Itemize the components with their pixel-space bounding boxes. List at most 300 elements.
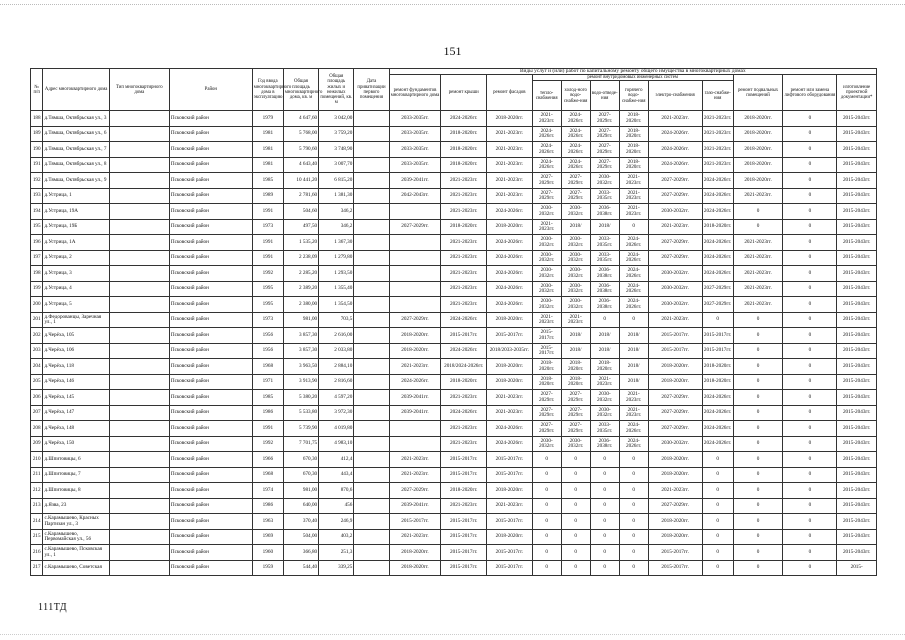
row-number: 214	[31, 514, 43, 530]
row-address: д.Устрица, 19Б	[43, 219, 109, 235]
repair-schedule-table	[30, 68, 877, 576]
row-facade: 2018-2020гг.	[487, 219, 533, 235]
row-facade: 2024-2026гг.	[487, 235, 533, 251]
row-priv-date	[354, 498, 389, 514]
row-elevator: 0	[783, 374, 837, 390]
row-facade: 2024-2026гг.	[487, 281, 533, 297]
row-total-area: 5 768,00	[283, 126, 318, 142]
row-res-area: 3 972,30	[319, 405, 354, 421]
row-hot: 2021-2023гг.	[619, 390, 648, 406]
row-foundation: 2027-2029гг.	[389, 219, 441, 235]
row-res-area: 870,6	[319, 483, 354, 499]
table-row	[31, 483, 877, 499]
row-address: д.Черёха, 145	[43, 390, 109, 406]
row-basement: 0	[733, 436, 783, 452]
row-heat: 2027-2029гг.	[532, 421, 561, 437]
row-basement: 2021-2023гг.	[733, 250, 783, 266]
row-electric: 2018-2020гг.	[648, 359, 702, 375]
row-total-area: 504,00	[283, 529, 318, 545]
row-district: Псковский район	[169, 467, 252, 483]
row-hot: 2018/	[619, 374, 648, 390]
row-elevator: 0	[783, 328, 837, 344]
row-design: 2015-2043гг.	[837, 235, 877, 251]
row-hot: 0	[619, 219, 648, 235]
header-gas: газо-снабже-ния	[702, 81, 733, 111]
row-design: 2015-2043гг.	[837, 452, 877, 468]
row-year: 1963	[252, 514, 283, 530]
row-basement: 0	[733, 498, 783, 514]
row-heat: 2015-2017гг.	[532, 328, 561, 344]
row-priv-date	[354, 173, 389, 189]
row-total-area: 670,30	[283, 452, 318, 468]
row-number: 191	[31, 157, 43, 173]
row-facade: 2021-2023гг.	[487, 126, 533, 142]
row-priv-date	[354, 359, 389, 375]
row-number: 209	[31, 436, 43, 452]
row-priv-date	[354, 452, 389, 468]
row-electric: 2021-2023гг.	[648, 483, 702, 499]
row-design: 2015-2043гг.	[837, 126, 877, 142]
row-elevator: 0	[783, 142, 837, 158]
row-elevator: 0	[783, 312, 837, 328]
row-elevator: 0	[783, 281, 837, 297]
row-foundation: 2033-2035гг.	[389, 111, 441, 127]
row-priv-date	[354, 266, 389, 282]
row-res-area: 1 367,30	[319, 235, 354, 251]
row-address: д.Черёха, 106	[43, 343, 109, 359]
row-address: с.Карамышево, Красных Партизан ул., 3	[43, 514, 109, 530]
row-number: 215	[31, 529, 43, 545]
row-district: Псковский район	[169, 343, 252, 359]
row-heat: 0	[532, 514, 561, 530]
row-cold: 2030-2032гг.	[561, 281, 590, 297]
row-facade: 2021-2023гг.	[487, 498, 533, 514]
row-res-area: 4 019,80	[319, 421, 354, 437]
row-year: 1968	[252, 467, 283, 483]
row-res-area: 2 884,10	[319, 359, 354, 375]
row-district: Псковский район	[169, 219, 252, 235]
row-basement: 0	[733, 529, 783, 545]
table-row	[31, 514, 877, 530]
row-total-area: 2 380,00	[283, 297, 318, 313]
row-total-area: 3 963,50	[283, 359, 318, 375]
row-foundation: 2039-2041гг.	[389, 173, 441, 189]
row-electric: 2018-2020гг.	[648, 467, 702, 483]
row-number: 213	[31, 498, 43, 514]
row-year: 1973	[252, 312, 283, 328]
table-row	[31, 126, 877, 142]
row-heat: 2015-2017гг.	[532, 343, 561, 359]
row-sewer: 0	[590, 545, 619, 561]
table-container	[30, 68, 877, 576]
row-total-area: 3 857,30	[283, 343, 318, 359]
row-design: 2015-2043гг.	[837, 343, 877, 359]
row-priv-date	[354, 250, 389, 266]
row-district: Псковский район	[169, 126, 252, 142]
row-district: Псковский район	[169, 157, 252, 173]
row-district: Псковский район	[169, 514, 252, 530]
row-sewer: 2033-2035гг.	[590, 235, 619, 251]
row-sewer: 2018/	[590, 219, 619, 235]
row-roof: 2021-2023гг.	[441, 235, 487, 251]
row-basement: 0	[733, 359, 783, 375]
row-basement: 0	[733, 219, 783, 235]
row-total-area: 7 701,75	[283, 436, 318, 452]
row-gas: 2027-2029гг.	[702, 281, 733, 297]
row-cold: 2018-2020гг.	[561, 359, 590, 375]
row-roof: 2018-2020гг.	[441, 126, 487, 142]
row-elevator: 0	[783, 188, 837, 204]
row-design: 2015-2043гг.	[837, 374, 877, 390]
row-foundation: 2039-2041гг.	[389, 405, 441, 421]
row-address: д.Черёха, 148	[43, 421, 109, 437]
row-hot: 2024-2026гг.	[619, 235, 648, 251]
row-electric: 2030-2032гг.	[648, 436, 702, 452]
row-facade: 2015-2017гг.	[487, 328, 533, 344]
row-facade: 2015-2017гг.	[487, 545, 533, 561]
header-district: Район	[169, 69, 252, 111]
row-basement: 0	[733, 514, 783, 530]
row-hot: 2021-2023гг.	[619, 173, 648, 189]
row-cold: 2030-2032гг.	[561, 250, 590, 266]
row-type	[109, 498, 169, 514]
row-priv-date	[354, 111, 389, 127]
row-type	[109, 436, 169, 452]
row-number: 204	[31, 359, 43, 375]
row-total-area: 2 781,60	[283, 188, 318, 204]
row-type	[109, 560, 169, 576]
row-type	[109, 390, 169, 406]
row-type	[109, 157, 169, 173]
row-electric: 2021-2023гг.	[648, 111, 702, 127]
row-roof: 2015-2017гг.	[441, 545, 487, 561]
row-electric: 2015-2017гг.	[648, 560, 702, 576]
row-district: Псковский район	[169, 173, 252, 189]
header-type: Тип многоквартирного дома	[109, 69, 169, 111]
row-type	[109, 312, 169, 328]
row-elevator: 0	[783, 560, 837, 576]
header-hot: горячего водо-снабже-ния	[619, 81, 648, 111]
row-electric: 2024-2026гг.	[648, 142, 702, 158]
row-gas: 2027-2029гг.	[702, 297, 733, 313]
row-gas: 2018-2020гг.	[702, 359, 733, 375]
row-foundation: 2027-2029гг.	[389, 312, 441, 328]
row-design: 2015-2043гг.	[837, 111, 877, 127]
row-type	[109, 126, 169, 142]
row-foundation: 2042-2043гг.	[389, 188, 441, 204]
row-year: 1986	[252, 498, 283, 514]
row-facade: 2018-2020гг.	[487, 374, 533, 390]
row-electric: 2027-2029гг.	[648, 173, 702, 189]
row-facade: 2018-2020гг.	[487, 111, 533, 127]
row-number: 212	[31, 483, 43, 499]
table-row	[31, 343, 877, 359]
row-foundation	[389, 204, 441, 220]
row-roof: 2015-2017гг.	[441, 328, 487, 344]
row-gas: 2021-2023гг.	[702, 157, 733, 173]
row-total-area: 1 535,20	[283, 235, 318, 251]
row-district: Псковский район	[169, 421, 252, 437]
row-electric: 2021-2023гг.	[648, 312, 702, 328]
row-roof: 2021-2023гг.	[441, 390, 487, 406]
row-year: 1985	[252, 173, 283, 189]
row-number: 217	[31, 560, 43, 576]
row-sewer: 2033-2035гг.	[590, 250, 619, 266]
row-heat: 2027-2029гг.	[532, 173, 561, 189]
row-facade: 2015-2017гг.	[487, 514, 533, 530]
row-cold: 2030-2032гг.	[561, 436, 590, 452]
page-number: 151	[443, 44, 462, 58]
row-roof: 2015-2017гг.	[441, 514, 487, 530]
row-priv-date	[354, 235, 389, 251]
row-res-area: 1 279,80	[319, 250, 354, 266]
row-number: 210	[31, 452, 43, 468]
row-priv-date	[354, 405, 389, 421]
row-district: Псковский район	[169, 405, 252, 421]
row-res-area: 2 616,00	[319, 328, 354, 344]
row-cold: 2030-2032гг.	[561, 297, 590, 313]
row-heat: 0	[532, 529, 561, 545]
row-number: 190	[31, 142, 43, 158]
row-heat: 0	[532, 498, 561, 514]
row-elevator: 0	[783, 250, 837, 266]
row-roof: 2021-2023гг.	[441, 498, 487, 514]
row-number: 193	[31, 188, 43, 204]
row-sewer: 2018/	[590, 343, 619, 359]
row-elevator: 0	[783, 157, 837, 173]
row-address: д.Язва, 23	[43, 498, 109, 514]
row-design: 2015-2043гг.	[837, 483, 877, 499]
row-hot: 2024-2026гг.	[619, 421, 648, 437]
row-res-area: 2 816,60	[319, 374, 354, 390]
row-priv-date	[354, 436, 389, 452]
row-design: 2015-2043гг.	[837, 157, 877, 173]
row-electric: 2027-2029гг.	[648, 421, 702, 437]
row-number: 194	[31, 204, 43, 220]
row-elevator: 0	[783, 204, 837, 220]
row-res-area: 3 748,90	[319, 142, 354, 158]
row-total-area: 2 389,20	[283, 281, 318, 297]
row-gas: 2024-2026гг.	[702, 266, 733, 282]
scan-edge-bottom	[0, 634, 905, 636]
header-design: изготовление проектной документации*	[837, 75, 877, 111]
row-res-area: 4 597,20	[319, 390, 354, 406]
row-electric: 2018-2020гг.	[648, 374, 702, 390]
row-elevator: 0	[783, 111, 837, 127]
row-sewer: 2018-2020гг.	[590, 359, 619, 375]
row-cold: 2027-2029гг.	[561, 390, 590, 406]
row-address: д.Устрица, 3	[43, 266, 109, 282]
row-hot: 2024-2026гг.	[619, 436, 648, 452]
row-electric: 2024-2026гг.	[648, 126, 702, 142]
row-district: Псковский район	[169, 328, 252, 344]
row-roof: 2021-2023гг.	[441, 281, 487, 297]
row-basement: 0	[733, 452, 783, 468]
row-gas: 0	[702, 545, 733, 561]
row-elevator: 0	[783, 359, 837, 375]
row-heat: 2027-2029гг.	[532, 188, 561, 204]
row-cold: 0	[561, 498, 590, 514]
row-address: д.Устрица, 2	[43, 250, 109, 266]
row-cold: 2027-2029гг.	[561, 188, 590, 204]
row-hot: 0	[619, 467, 648, 483]
row-year: 1986	[252, 405, 283, 421]
row-number: 207	[31, 405, 43, 421]
row-type	[109, 281, 169, 297]
row-hot: 0	[619, 545, 648, 561]
row-gas: 2015-2017гг.	[702, 328, 733, 344]
row-year: 1956	[252, 343, 283, 359]
row-res-area: 4 983,10	[319, 436, 354, 452]
row-design: 2015-2043гг.	[837, 312, 877, 328]
row-foundation: 2027-2029гг.	[389, 483, 441, 499]
row-number: 205	[31, 374, 43, 390]
row-year: 1966	[252, 452, 283, 468]
row-roof: 2021-2023гг.	[441, 188, 487, 204]
row-year: 1960	[252, 545, 283, 561]
row-sewer: 0	[590, 514, 619, 530]
table-row	[31, 328, 877, 344]
row-type	[109, 467, 169, 483]
row-facade: 2024-2026гг.	[487, 266, 533, 282]
row-cold: 2024-2026гг.	[561, 111, 590, 127]
row-basement: 0	[733, 467, 783, 483]
row-gas: 2018-2020гг.	[702, 374, 733, 390]
row-address: д.Черёха, 147	[43, 405, 109, 421]
row-facade: 2021-2023гг.	[487, 188, 533, 204]
row-roof: 2024-2026гг.	[441, 343, 487, 359]
row-number: 206	[31, 390, 43, 406]
row-elevator: 0	[783, 421, 837, 437]
row-facade: 2018-2020гг.	[487, 312, 533, 328]
row-year: 1981	[252, 126, 283, 142]
row-priv-date	[354, 467, 389, 483]
row-cold: 2024-2026гг.	[561, 126, 590, 142]
row-sewer: 0	[590, 467, 619, 483]
row-type	[109, 452, 169, 468]
row-facade: 2018-2020гг.	[487, 483, 533, 499]
row-hot: 2018/	[619, 328, 648, 344]
row-cold: 2027-2029гг.	[561, 405, 590, 421]
header-total-area: Общая площадь многоквартирного дома, кв. м	[283, 69, 318, 111]
row-cold: 2030-2032гг.	[561, 204, 590, 220]
row-type	[109, 111, 169, 127]
row-total-area: 3 913,90	[283, 374, 318, 390]
row-sewer: 2027-2029гг.	[590, 126, 619, 142]
row-res-area: 1 293,50	[319, 266, 354, 282]
row-sewer: 0	[590, 529, 619, 545]
row-year: 1973	[252, 219, 283, 235]
row-hot: 0	[619, 514, 648, 530]
row-cold: 2030-2032гг.	[561, 266, 590, 282]
row-cold: 0	[561, 545, 590, 561]
row-cold: 0	[561, 560, 590, 576]
row-address: с.Карамышево, Псковская ул., 1	[43, 545, 109, 561]
row-design: 2015-2043гг.	[837, 297, 877, 313]
table-row	[31, 467, 877, 483]
row-basement: 0	[733, 390, 783, 406]
row-facade: 2024-2026гг.	[487, 421, 533, 437]
row-district: Псковский район	[169, 250, 252, 266]
row-address: д.Черёха, 146	[43, 374, 109, 390]
row-heat: 2030-2032гг.	[532, 297, 561, 313]
row-type	[109, 359, 169, 375]
table-row	[31, 436, 877, 452]
row-foundation	[389, 235, 441, 251]
table-row	[31, 498, 877, 514]
row-address: д.Устрица, 4	[43, 281, 109, 297]
row-basement: 2021-2023гг.	[733, 297, 783, 313]
row-priv-date	[354, 297, 389, 313]
row-elevator: 0	[783, 514, 837, 530]
row-facade: 2021-2023гг.	[487, 390, 533, 406]
row-total-area: 10 441,20	[283, 173, 318, 189]
row-cold: 2021-2023гг.	[561, 312, 590, 328]
row-basement: 0	[733, 483, 783, 499]
row-heat: 2030-2032гг.	[532, 266, 561, 282]
row-foundation: 2021-2023гг.	[389, 467, 441, 483]
row-gas: 0	[702, 452, 733, 468]
row-hot: 2018-2020гг.	[619, 111, 648, 127]
row-heat: 2024-2026гг.	[532, 142, 561, 158]
row-gas: 2024-2026гг.	[702, 204, 733, 220]
row-electric: 2030-2032гг.	[648, 281, 702, 297]
row-elevator: 0	[783, 483, 837, 499]
row-heat: 2030-2032гг.	[532, 436, 561, 452]
row-priv-date	[354, 157, 389, 173]
row-district: Псковский район	[169, 560, 252, 576]
row-district: Псковский район	[169, 529, 252, 545]
row-electric: 2018-2020гг.	[648, 514, 702, 530]
row-sewer: 0	[590, 560, 619, 576]
row-design: 2015-2043гг.	[837, 266, 877, 282]
row-cold: 2018/	[561, 328, 590, 344]
row-design: 2015-2043гг.	[837, 545, 877, 561]
row-year: 1991	[252, 235, 283, 251]
table-row	[31, 142, 877, 158]
row-sewer: 2021-2023гг.	[590, 374, 619, 390]
row-total-area: 366,80	[283, 545, 318, 561]
row-elevator: 0	[783, 467, 837, 483]
row-roof: 2021-2023гг.	[441, 436, 487, 452]
row-address: д.Федорованцы, Заречная ул., 1	[43, 312, 109, 328]
row-design: 2015-2043гг.	[837, 498, 877, 514]
row-electric: 2027-2029гг.	[648, 498, 702, 514]
row-year: 1956	[252, 328, 283, 344]
row-electric: 2015-2017гг.	[648, 343, 702, 359]
row-gas: 0	[702, 498, 733, 514]
row-res-area: 703,5	[319, 312, 354, 328]
row-year: 1991	[252, 204, 283, 220]
row-gas: 2024-2026гг.	[702, 405, 733, 421]
header-elevator: ремонт или замена лифтового оборудования	[783, 75, 837, 111]
row-heat: 0	[532, 560, 561, 576]
table-row	[31, 560, 877, 576]
row-elevator: 0	[783, 529, 837, 545]
row-cold: 0	[561, 483, 590, 499]
row-number: 195	[31, 219, 43, 235]
row-year: 1995	[252, 281, 283, 297]
row-basement: 0	[733, 545, 783, 561]
row-total-area: 981,00	[283, 312, 318, 328]
row-total-area: 2 285,20	[283, 266, 318, 282]
row-hot: 2024-2026гг.	[619, 266, 648, 282]
row-number: 211	[31, 467, 43, 483]
row-facade: 2024-2026гг.	[487, 204, 533, 220]
row-sewer: 0	[590, 312, 619, 328]
row-foundation: 2018-2020гг.	[389, 545, 441, 561]
row-heat: 2021-2023гг.	[532, 312, 561, 328]
